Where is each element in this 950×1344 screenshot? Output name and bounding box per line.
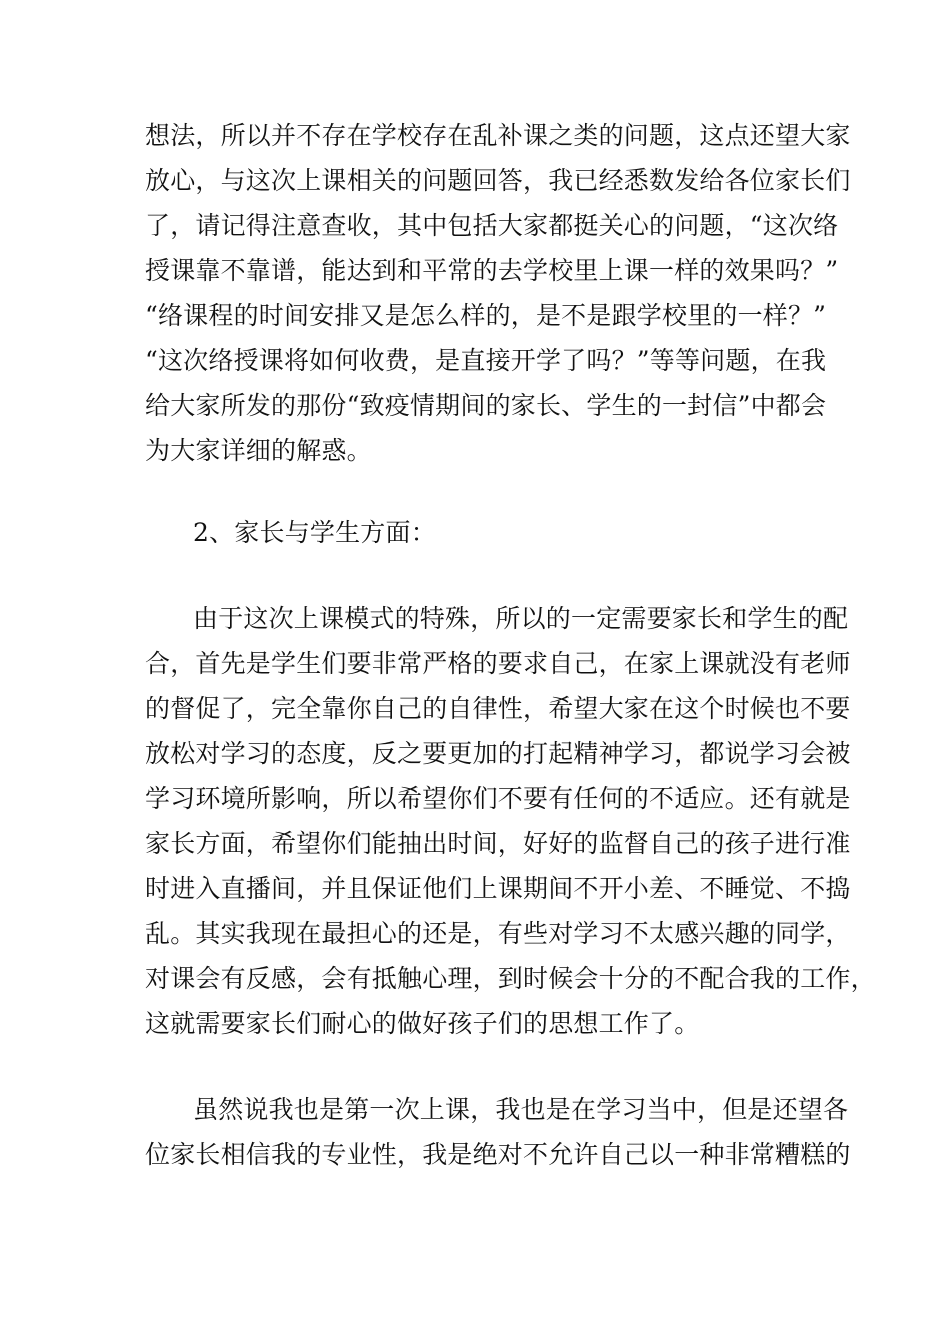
text-line: 合，首先是学生们要非常严格的要求自己，在家上课就没有老师 [145,649,851,678]
text-line: 对课会有反感，会有抵触心理，到时候会十分的不配合我的工作， [145,964,876,993]
text-line: 想法，所以并不存在学校存在乱补课之类的问题，这点还望大家 [145,121,851,150]
text-line: 由于这次上课模式的特殊，所以的一定需要家长和学生的配 [193,604,849,633]
text-line: “这次络授课将如何收费，是直接开学了吗？”等等问题，在我 [145,346,827,375]
text-line: 家长方面，希望你们能抽出时间，好好的监督自己的孩子进行准 [145,829,851,858]
text-line: 乱。其实我现在最担心的还是，有些对学习不太感兴趣的同学， [145,919,851,948]
text-line: 的督促了，完全靠你自己的自律性，希望大家在这个时候也不要 [145,694,851,723]
text-line: 虽然说我也是第一次上课，我也是在学习当中，但是还望各 [193,1095,849,1124]
section-heading: 2、家长与学生方面： [193,518,436,547]
text-line: 放松对学习的态度，反之要更加的打起精神学习，都说学习会被 [145,739,851,768]
text-line: 给大家所发的那份“致疫情期间的家长、学生的一封信”中都会 [145,391,827,420]
text-line: 位家长相信我的专业性，我是绝对不允许自己以一种非常糟糕的 [145,1140,851,1169]
text-line: 时进入直播间，并且保证他们上课期间不开小差、不睡觉、不捣 [145,874,851,903]
text-line: 放心，与这次上课相关的问题回答，我已经悉数发给各位家长们 [145,166,851,195]
text-line: 学习环境所影响，所以希望你们不要有任何的不适应。还有就是 [145,784,851,813]
text-line: “络课程的时间安排又是怎么样的，是不是跟学校里的一样？” [145,301,827,330]
text-line: 授课靠不靠谱，能达到和平常的去学校里上课一样的效果吗？” [145,256,839,285]
text-line: 这就需要家长们耐心的做好孩子们的思想工作了。 [145,1009,700,1038]
text-line: 为大家详细的解惑。 [145,436,372,465]
text-line: 了，请记得注意查收，其中包括大家都挺关心的问题，“这次络 [145,211,839,240]
